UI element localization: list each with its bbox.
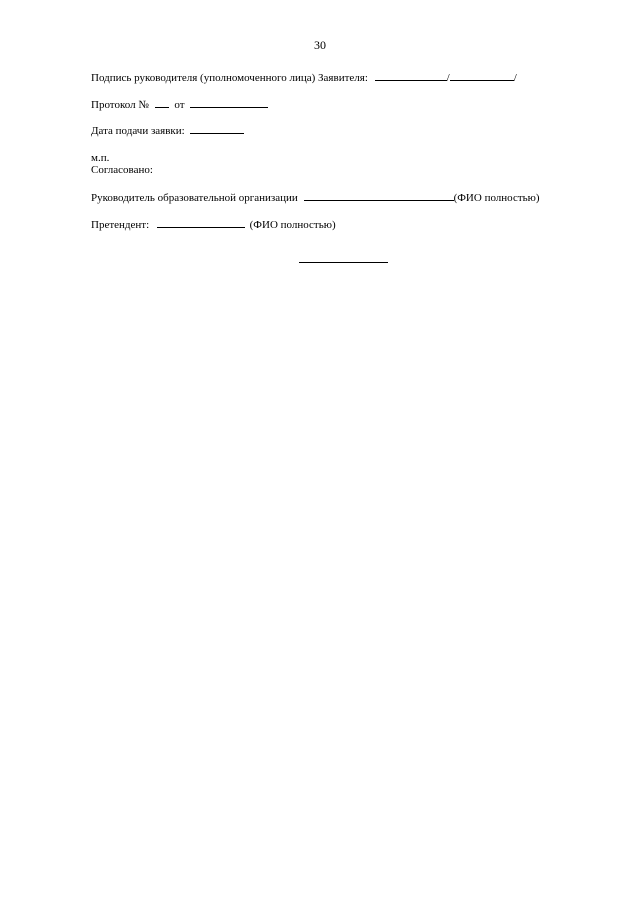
protocol-date-blank: [190, 97, 268, 108]
head-name-blank: [304, 190, 454, 201]
signature-separator: /: [446, 72, 450, 84]
signature-blank: [375, 70, 447, 81]
head-suffix: (ФИО полностью): [453, 192, 540, 204]
approved-label: Согласовано:: [91, 164, 153, 176]
stamp-label: м.п.: [91, 152, 110, 164]
application-date-blank: [190, 123, 244, 134]
signature-label: Подпись руководителя (уполномоченного лица) Заявителя:: [91, 72, 368, 84]
applicant-suffix: (ФИО полностью): [249, 219, 336, 231]
protocol-line: [91, 97, 268, 112]
applicant-line: [91, 217, 336, 232]
end-of-document-rule: [299, 262, 388, 263]
applicant-name-blank: [157, 217, 245, 228]
protocol-label: Протокол №: [91, 99, 149, 111]
signature-name-blank: [450, 70, 514, 81]
protocol-number-blank: [155, 97, 169, 108]
head-line: [91, 190, 540, 205]
application-date-label: Дата подачи заявки:: [91, 125, 185, 137]
page-number: 30: [314, 38, 326, 52]
head-label: Руководитель образовательной организации: [91, 192, 298, 204]
signature-line: [91, 70, 517, 85]
application-date-line: [91, 123, 244, 138]
applicant-label: Претендент:: [91, 219, 150, 231]
signature-end-slash: /: [513, 72, 517, 84]
protocol-from-label: от: [174, 99, 185, 111]
